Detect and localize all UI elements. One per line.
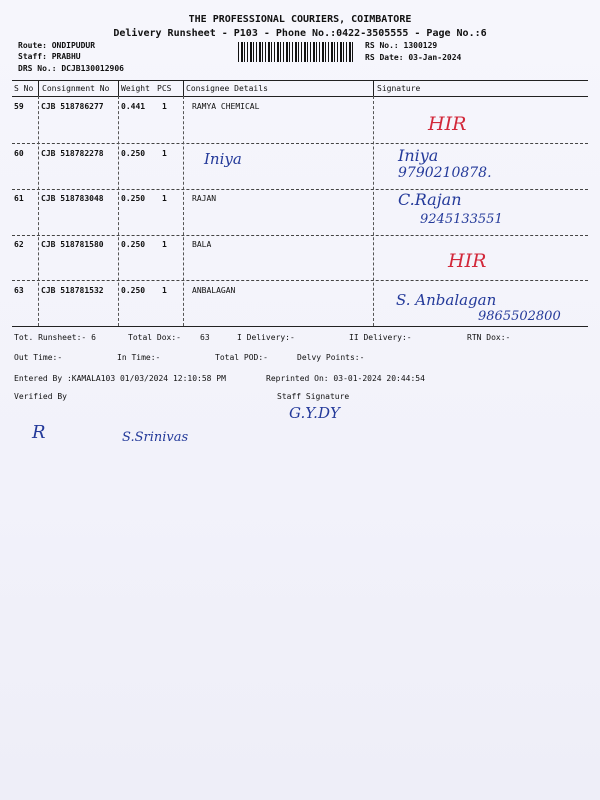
handwritten-signature: HIR [448,250,487,272]
handwritten-verification-mark: R [32,422,46,443]
first-delivery: I Delivery:- [237,333,295,342]
verified-by-label: Verified By [14,392,67,401]
col-divider [38,96,39,326]
row-weight: 0.250 [121,240,146,249]
row-consignment: CJB 518781532 [41,286,104,295]
table-bottom-rule [12,326,588,327]
column-header-sno: S No [14,84,34,93]
col-divider [118,80,119,96]
barcode-image [238,42,354,62]
row-weight: 0.250 [121,194,146,203]
row-separator [12,235,588,236]
row-consignee: RAMYA CHEMICAL [192,102,260,111]
row-sno: 61 [14,194,24,203]
row-consignee: BALA [192,240,212,249]
row-consignee: ANBALAGAN [192,286,236,295]
row-pcs: 1 [162,194,167,203]
staff-signature-label: Staff Signature [277,392,350,401]
drs-number: DRS No.: DCJB130012906 [18,64,124,73]
col-divider [183,80,184,96]
second-delivery: II Delivery:- [349,333,412,342]
row-pcs: 1 [162,286,167,295]
row-pcs: 1 [162,149,167,158]
reprinted-on: Reprinted On: 03-01-2024 20:44:54 [266,374,425,383]
row-consignment: CJB 518782278 [41,149,104,158]
row-separator [12,143,588,144]
route-label: Route: ONDIPUDUR [18,41,96,50]
row-sno: 60 [14,149,24,158]
row-pcs: 1 [162,102,167,111]
row-separator [12,280,588,281]
total-dox-label: Total Dox:- [128,333,181,342]
row-pcs: 1 [162,240,167,249]
table-top-rule [12,80,588,81]
col-divider [38,80,39,96]
handwritten-signature: C.Rajan [398,190,462,209]
row-consignee: RAJAN [192,194,217,203]
company-title: THE PROFESSIONAL COURIERS, COIMBATORE [188,14,412,25]
column-header-consignment: Consignment No [42,84,110,93]
delivery-points: Delvy Points:- [297,353,365,362]
row-consignment: CJB 518786277 [41,102,104,111]
row-weight: 0.250 [121,286,146,295]
handwritten-phone: 9790210878. [398,165,492,181]
column-header-signature: Signature [377,84,421,93]
handwritten-signature: HIR [428,113,467,135]
handwritten-signature: S. Anbalagan [396,291,497,309]
rs-date: RS Date: 03-Jan-2024 [365,53,462,62]
row-sno: 59 [14,102,24,111]
row-consignment: CJB 518783048 [41,194,104,203]
column-header-weight: Weight [121,84,150,93]
row-sno: 62 [14,240,24,249]
runsheet-subtitle: Delivery Runsheet - P103 - Phone No.:0422-3505555 - Page No.:6 [113,28,487,39]
total-dox-value: 63 [200,333,210,342]
out-time: Out Time:- [14,353,63,362]
row-weight: 0.250 [121,149,146,158]
handwritten-consignee: Iniya [204,150,242,168]
table-header-rule [12,96,588,97]
column-header-consignee: Consignee Details [186,84,268,93]
entered-by: Entered By :KAMALA103 01/03/2024 12:10:58 PM [14,374,226,383]
rs-number: RS No.: 1300129 [365,41,438,50]
handwritten-verifier-signature: S.Srinivas [122,430,189,445]
total-pod: Total POD:- [215,353,268,362]
col-divider [118,96,119,326]
handwritten-phone: 9865502800 [478,309,561,324]
col-divider [373,96,374,326]
row-sno: 63 [14,286,24,295]
col-divider [183,96,184,326]
rtn-dox: RTN Dox:- [467,333,511,342]
in-time: In Time:- [117,353,161,362]
row-weight: 0.441 [121,102,146,111]
handwritten-phone: 9245133551 [420,212,503,227]
staff-label: Staff: PRABHU [18,52,81,61]
column-header-pcs: PCS [157,84,172,93]
col-divider [373,80,374,96]
handwritten-staff-signature: G.Y.DY [289,404,340,422]
row-consignment: CJB 518781580 [41,240,104,249]
row-separator [12,189,588,190]
handwritten-signature: Iniya [398,146,439,165]
total-runsheet: Tot. Runsheet:- 6 [14,333,96,342]
